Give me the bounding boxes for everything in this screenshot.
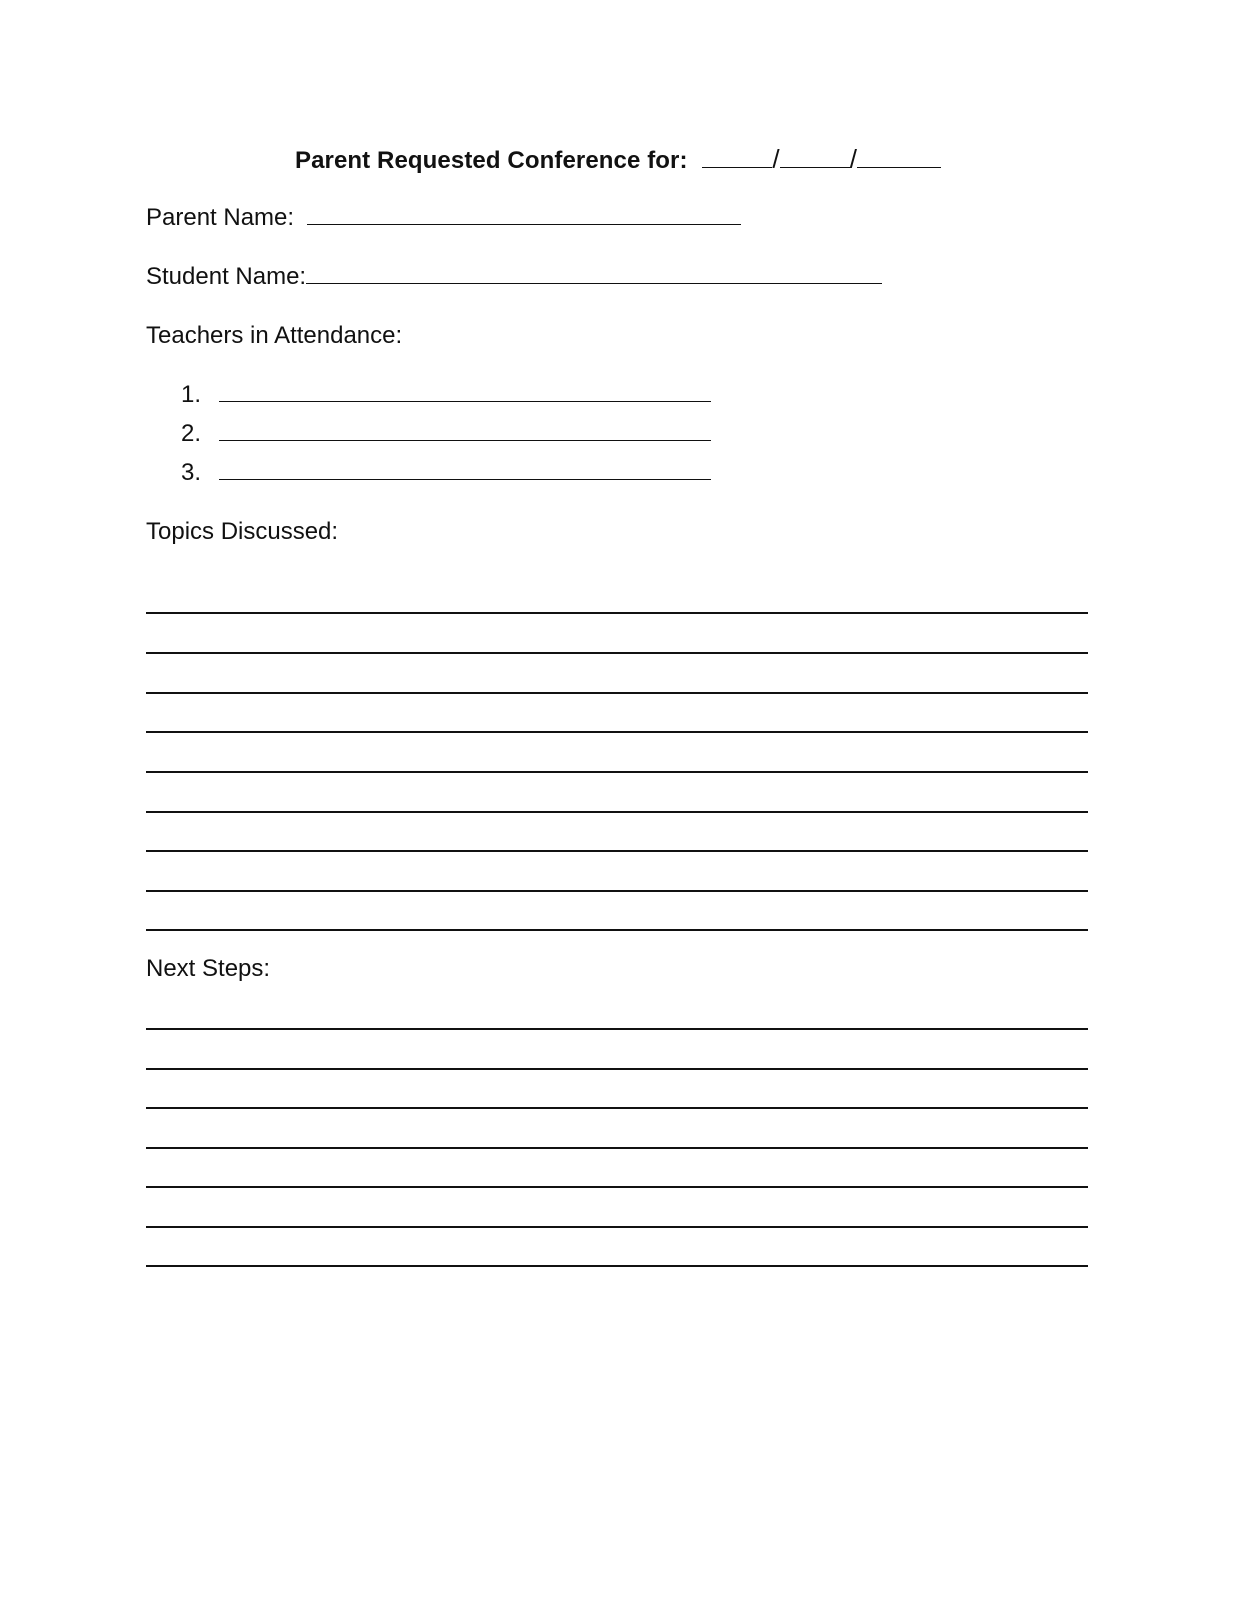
- topics-line[interactable]: [146, 771, 1088, 773]
- topics-line[interactable]: [146, 929, 1088, 931]
- teacher-blank[interactable]: [219, 381, 711, 402]
- next-steps-label: Next Steps:: [146, 955, 271, 982]
- topics-line[interactable]: [146, 692, 1088, 694]
- form-title: [0, 144, 1236, 175]
- next-steps-line[interactable]: [146, 1226, 1088, 1228]
- topics-line[interactable]: [146, 811, 1088, 813]
- next-steps-line[interactable]: [146, 1147, 1088, 1149]
- teacher-blank[interactable]: [219, 420, 711, 441]
- topics-line[interactable]: [146, 612, 1088, 614]
- topics-line[interactable]: [146, 731, 1088, 733]
- student-name-label: Student Name:: [146, 263, 307, 290]
- topics-line[interactable]: [146, 850, 1088, 852]
- form-title-text: Parent Requested Conference for:: [294, 147, 688, 174]
- date-separator: /: [849, 144, 858, 174]
- next-steps-line[interactable]: [146, 1028, 1088, 1030]
- date-month-blank[interactable]: [702, 149, 772, 168]
- date-day-blank[interactable]: [780, 149, 850, 168]
- teacher-number: 1.: [181, 381, 202, 408]
- student-name-blank[interactable]: [306, 265, 882, 284]
- next-steps-line[interactable]: [146, 1107, 1088, 1109]
- date-separator: /: [772, 144, 780, 174]
- teacher-row: [181, 420, 711, 448]
- date-year-blank[interactable]: [857, 149, 941, 168]
- teacher-row: [181, 381, 711, 409]
- parent-name-field: [146, 204, 741, 232]
- next-steps-line[interactable]: [146, 1265, 1088, 1267]
- teachers-label: Teachers in Attendance:: [146, 322, 403, 349]
- teacher-blank[interactable]: [219, 459, 711, 480]
- topics-line[interactable]: [146, 652, 1088, 654]
- parent-name-label: Parent Name:: [146, 204, 295, 231]
- topics-line[interactable]: [146, 890, 1088, 892]
- parent-name-blank[interactable]: [307, 206, 741, 225]
- next-steps-line[interactable]: [146, 1186, 1088, 1188]
- topics-label: Topics Discussed:: [146, 518, 339, 545]
- teacher-number: 2.: [181, 420, 202, 447]
- teacher-number: 3.: [181, 459, 202, 486]
- student-name-field: [146, 263, 882, 291]
- teacher-row: [181, 459, 711, 487]
- next-steps-line[interactable]: [146, 1068, 1088, 1070]
